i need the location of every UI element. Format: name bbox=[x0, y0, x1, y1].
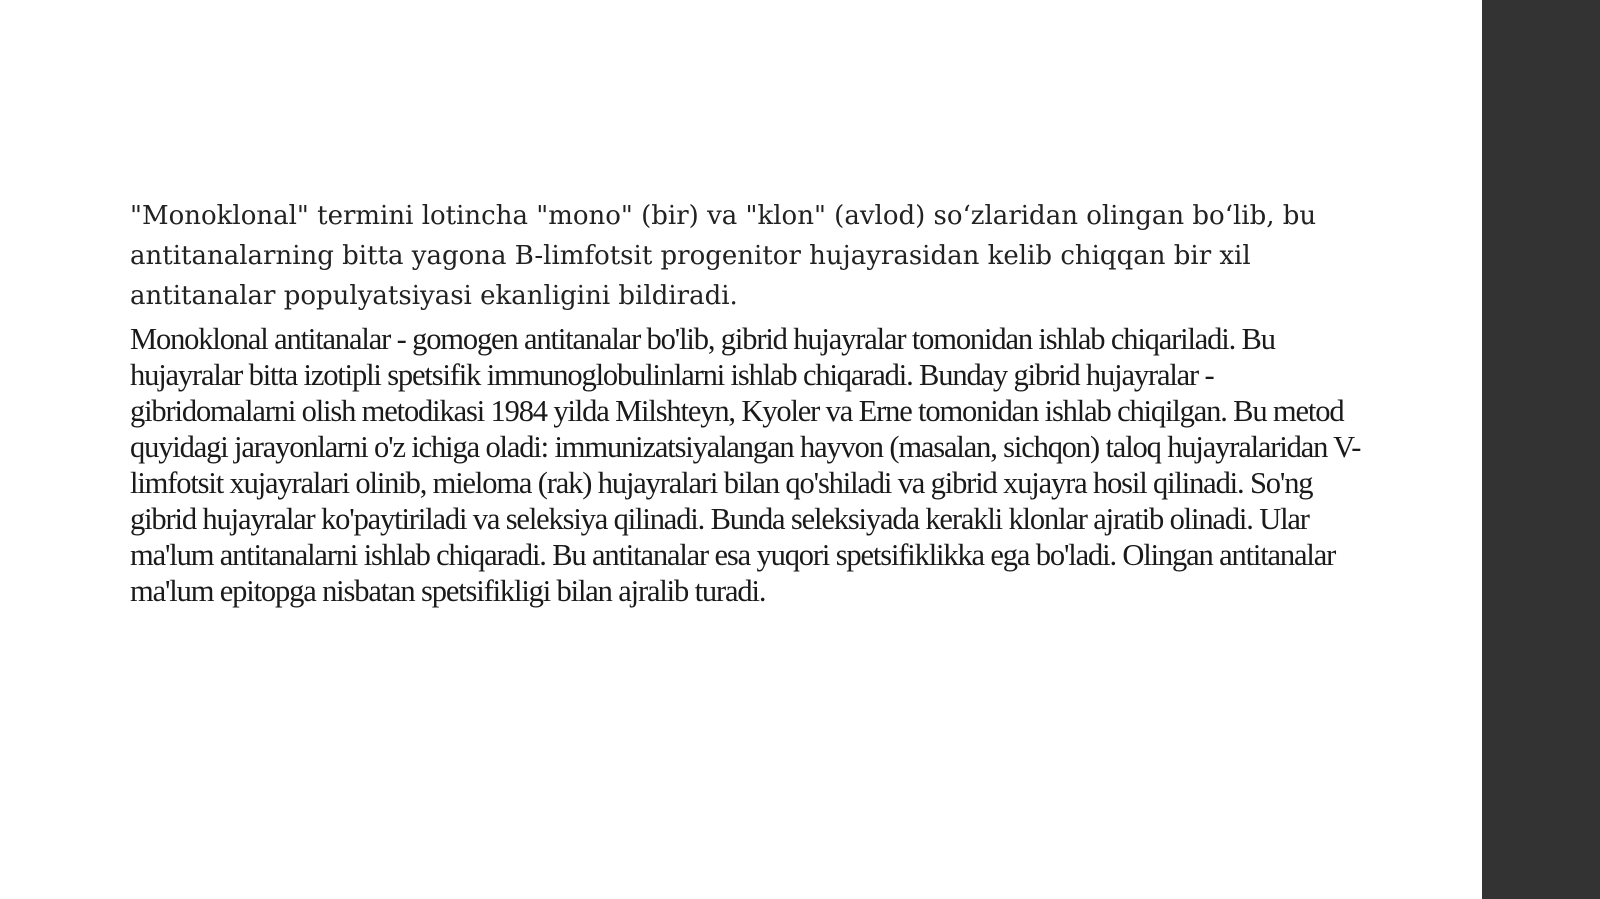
slide-content bbox=[130, 196, 1380, 609]
side-accent-bar bbox=[1482, 0, 1600, 899]
body-paragraph: Monoklonal antitanalar - gomogen antitanalar bo'lib, gibrid hujayralar tomonidan ishlab chiqariladi. Bu hujayralar bitta izotipli spetsifik immunoglobulinlarni ishlab chiqaradi. Bunday gibrid hujayralar - gibridomalarni olish metodikasi 1984 yilda Milshteyn, Kyoler va Erne tomonidan ishlab chiqilgan. Bu metod quyidagi jarayonlarni o'z ichiga oladi: immunizatsiyalangan hayvon (masalan, sichqon) taloq hujayralaridan V-limfotsit xujayralari olinib, mieloma (rak) hujayralari bilan qo'shiladi va gibrid xujayra hosil qilinadi. So'ng gibrid hujayralar ko'paytiriladi va seleksiya qilinadi. Bunda seleksiyada kerakli klonlar ajratib olinadi. Ular ma'lum antitanalarni ishlab chiqaradi. Bu antitanalar esa yuqori spetsifiklikka ega bo'ladi. Olingan antitanalar ma'lum epitopga nisbatan spetsifikligi bilan ajralib turadi. bbox=[130, 322, 1361, 608]
intro-paragraph: "Monoklonal" termini lotincha "mono" (bir) va "klon" (avlod) so‘zlaridan olingan bo‘lib, bu antitanalarning bitta yagona B-limfotsit progenitor hujayrasidan kelib chiqqan bir xil antitanalar populyatsiyasi ekanligini bildiradi. bbox=[130, 201, 1317, 311]
